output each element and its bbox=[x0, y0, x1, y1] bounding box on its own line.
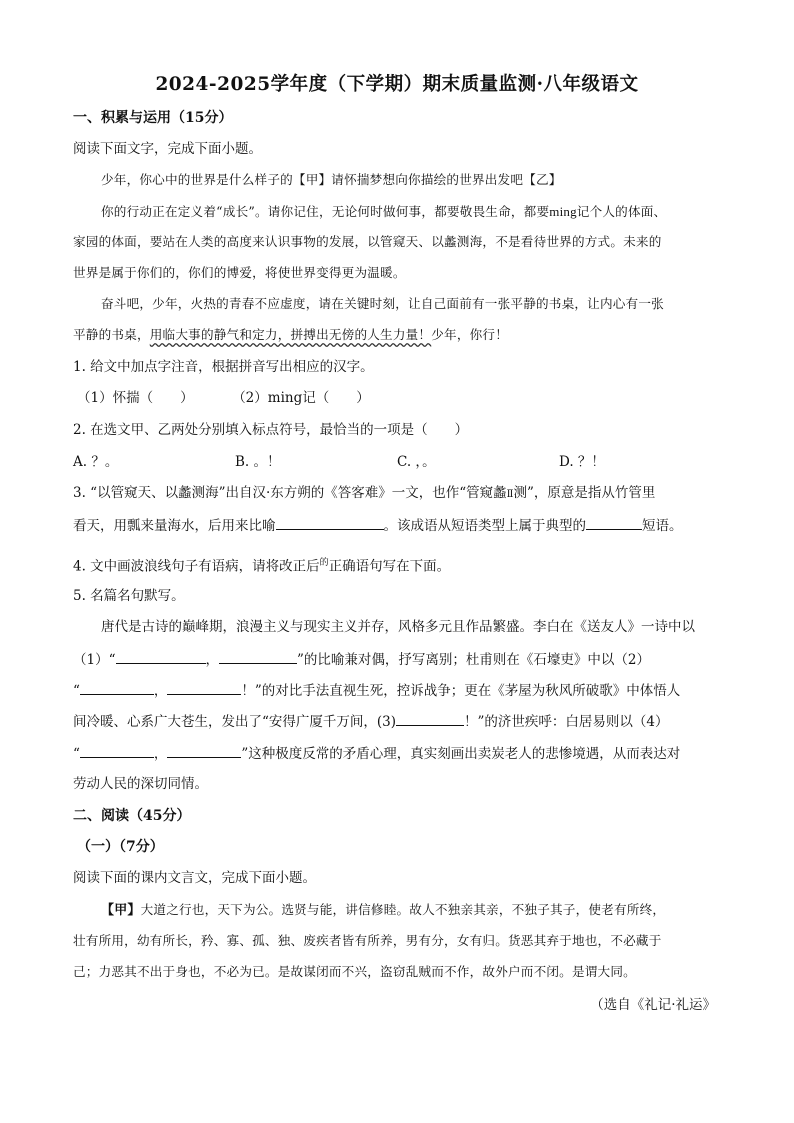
question-1-items bbox=[77, 388, 370, 408]
answer-blank[interactable] bbox=[219, 649, 297, 664]
source-citation: （选自《礼记·礼运》 bbox=[590, 997, 716, 1013]
q5-text: “ bbox=[73, 746, 80, 762]
answer-blank[interactable] bbox=[80, 743, 154, 758]
passage-text: 你的行动正在定义着“成长”。请你记住，无论何时做何事，都要敬畏生命，都要 bbox=[101, 204, 550, 219]
q5-text: 间冷暖、心系广大苍生，发出了“安得广厦千万间，(3) bbox=[73, 714, 397, 730]
question-5: 5. 名篇名句默写。 bbox=[73, 588, 185, 604]
subsection-heading: （一）（7分） bbox=[77, 839, 164, 855]
question-2-options bbox=[73, 452, 605, 472]
instruction-2: 阅读下面的课内文言文，完成下面小题。 bbox=[73, 870, 316, 886]
passage-line bbox=[73, 325, 508, 345]
passage-text: 少年，你心中的世界是什么样子的【甲】请怀揣梦想向你描绘的世界出发吧【乙】 bbox=[101, 172, 562, 187]
classical-text-line bbox=[101, 900, 665, 921]
question-1: 1. 给文中加点字注音，根据拼音写出相应的汉字。 bbox=[73, 359, 374, 375]
q1-item-b: （2）ming记（ ） bbox=[232, 390, 370, 406]
answer-blank[interactable] bbox=[116, 649, 206, 664]
wavy-underlined-sentence: 用临大事的静气和定力，拼搏出无傍的人生力量！ bbox=[149, 327, 432, 342]
q5-text: “ bbox=[73, 683, 80, 699]
question-5-line: 唐代是古诗的巅峰期，浪漫主义与现实主义并存，风格多元且作品繁盛。李白在《送友人》一诗中以 bbox=[101, 619, 695, 635]
instruction-1: 阅读下面文字，完成下面小题。 bbox=[73, 141, 262, 157]
q3-text: 短语。 bbox=[642, 518, 683, 534]
text-label-jia: 【甲】 bbox=[101, 903, 141, 918]
passage-line bbox=[101, 170, 562, 190]
q3-text: Ⅱ bbox=[506, 489, 514, 500]
q3-text: 测”，原意是指从竹管里 bbox=[513, 485, 656, 501]
q5-text: ！”的济世疾呼：白居易则以（4） bbox=[464, 714, 669, 730]
question-2: 2. 在选文甲、乙两处分别填入标点符号，最恰当的一项是（ ） bbox=[73, 422, 469, 438]
q5-text: ， bbox=[205, 652, 219, 668]
passage-text: 记个人的体面、 bbox=[576, 204, 667, 219]
question-5-line bbox=[73, 743, 680, 764]
section-heading-1: 一、积累与运用（15分） bbox=[73, 110, 233, 126]
classical-text-line: 壮有所用，幼有所长，矜、寡、孤、独、废疾者皆有所养，男有分，女有归。货恶其弃于地也，不必藏于 bbox=[73, 933, 662, 948]
page-title: 2024-2025学年度（下学期）期末质量监测·八年级语文 bbox=[155, 74, 639, 95]
classical-text-line: 己；力恶其不出于身也，不必为已。是故谋闭而不兴，盗窃乱贼而不作，故外户而不闭。是谓大同。 bbox=[73, 964, 636, 979]
question-5-line: 劳动人民的深切同情。 bbox=[73, 776, 208, 792]
passage-line bbox=[101, 202, 666, 222]
question-5-line bbox=[73, 649, 650, 670]
question-3-cont bbox=[73, 515, 683, 536]
option-a[interactable]: A. ？。 bbox=[73, 454, 119, 470]
question-5-line bbox=[73, 680, 680, 701]
passage-text: 奋斗吧，少年，火热的青春不应虚度，请在关键时刻，让自己面前有一张平静的书桌，让内心有一张 bbox=[101, 296, 664, 311]
passage-text: 平静的书桌， bbox=[73, 327, 150, 342]
passage-text: 家园的体面，要站在人类的高度来认识事物的发展，以管窥天、以蠡测海，不是看待世界的方式。未来的 bbox=[73, 234, 662, 249]
q5-text: ！”的对比手法直视生死，控诉战争；更在《茅屋为秋风所破歌》中体悟人 bbox=[241, 683, 681, 699]
answer-blank[interactable] bbox=[586, 515, 642, 530]
passage-line bbox=[73, 263, 406, 283]
option-c[interactable]: C. ，。 bbox=[397, 454, 436, 470]
question-3 bbox=[73, 483, 655, 505]
q3-text: 3. “以管窥天、以蠡测海”出自汉·东方朔的《答客难》一文，也作“管窥蠡 bbox=[73, 485, 507, 501]
q1-item-a: （1）怀揣（ ） bbox=[77, 390, 194, 406]
section-heading-2: 二、阅读（45分） bbox=[73, 808, 191, 824]
q4-text: 4. 文中画波浪线句子有语病，请将改正后 bbox=[73, 558, 320, 575]
q3-text: 。该成语从短语类型上属于典型的 bbox=[383, 518, 586, 534]
q5-text: ”这种极度反常的矛盾心理，真实刻画出卖炭老人的悲惨境遇，从而表达对 bbox=[241, 746, 681, 762]
q5-text: ”的比喻兼对偶，抒写离别；杜甫则在《石壕吏》中以（2） bbox=[297, 652, 650, 668]
q4-text: 正确语句写在下面。 bbox=[328, 558, 451, 575]
answer-blank[interactable] bbox=[167, 743, 241, 758]
passage-line bbox=[101, 294, 664, 314]
q3-text: 看天，用瓢来量海水，后用来比喻 bbox=[73, 518, 276, 534]
pinyin-text: ming bbox=[549, 204, 577, 219]
question-4 bbox=[73, 553, 450, 577]
q5-text: ， bbox=[153, 746, 168, 762]
question-5-line bbox=[73, 711, 669, 732]
option-b[interactable]: B. 。！ bbox=[235, 454, 281, 470]
option-d[interactable]: D. ？！ bbox=[559, 454, 605, 470]
q4-text: 的 bbox=[319, 558, 329, 568]
q5-text: （1）“ bbox=[73, 652, 116, 668]
answer-blank[interactable] bbox=[396, 711, 464, 726]
passage-text: 世界是属于你们的，你们的博爱，将使世界变得更为温暖。 bbox=[73, 265, 406, 280]
answer-blank[interactable] bbox=[276, 515, 384, 530]
answer-blank[interactable] bbox=[167, 680, 241, 695]
passage-text: 少年，你行！ bbox=[431, 327, 508, 342]
classical-text: 大道之行也，天下为公。选贤与能，讲信修睦。故人不独亲其亲，不独子其子，使老有所终， bbox=[140, 902, 666, 917]
q5-text: ， bbox=[153, 683, 168, 699]
passage-line bbox=[73, 232, 662, 252]
answer-blank[interactable] bbox=[80, 680, 154, 695]
